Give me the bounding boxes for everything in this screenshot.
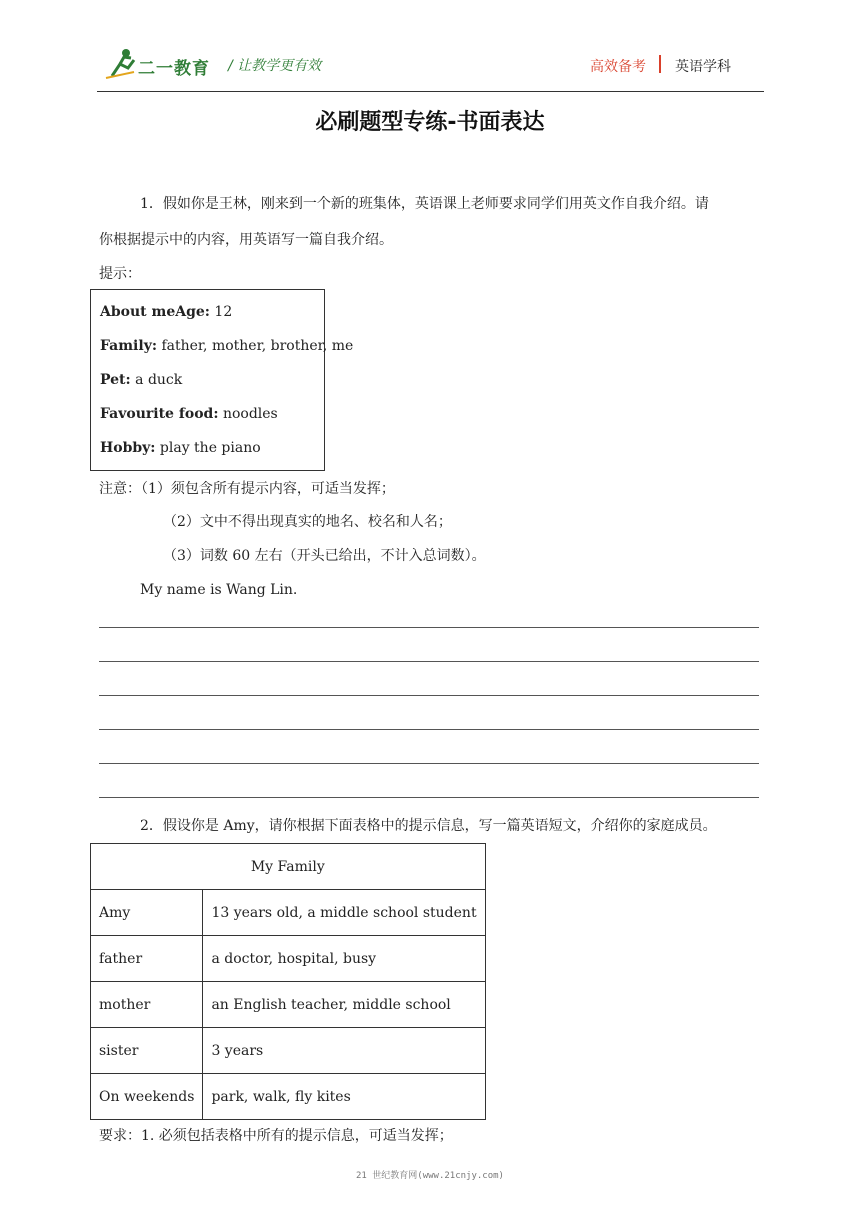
answer-line <box>99 695 759 696</box>
table-cell: sister <box>91 1028 203 1074</box>
answer-line <box>99 729 759 730</box>
q1-note-2: （2）文中不得出现真实的地名、校名和人名； <box>163 514 452 530</box>
table-cell: On weekends <box>91 1074 203 1120</box>
answer-line <box>99 797 759 798</box>
header-separator <box>659 55 661 73</box>
hint-line: Pet: a duck <box>100 372 183 388</box>
table-cell: 13 years old, a middle school student <box>203 890 485 936</box>
q1-hint-label: 提示： <box>99 266 141 282</box>
slogan: / 让教学更有效 <box>228 58 322 74</box>
q1-prompt-line2: 你根据提示中的内容，用英语写一篇自我介绍。 <box>99 232 393 248</box>
table-row <box>91 1074 486 1120</box>
q1-note-1: 注意：（1）须包含所有提示内容，可适当发挥； <box>99 481 395 497</box>
q1-opening: My name is Wang Lin. <box>140 582 298 598</box>
table-cell: father <box>91 936 203 982</box>
answer-line <box>99 763 759 764</box>
hint-line: Hobby: play the piano <box>100 440 261 456</box>
table-row <box>91 890 486 936</box>
footer: 21 世纪教育网(www.21cnjy.com) <box>356 1171 504 1181</box>
table-row <box>91 982 486 1028</box>
answer-line <box>99 661 759 662</box>
q1-note-3: （3）词数 60 左右（开头已给出，不计入总词数）。 <box>163 548 486 564</box>
table-cell: a doctor, hospital, busy <box>203 936 485 982</box>
q1-prompt-line1: 1．假如你是王林，刚来到一个新的班集体，英语课上老师要求同学们用英文作自我介绍。请 <box>140 196 709 212</box>
hint-line: About meAge: 12 <box>100 304 233 320</box>
table-cell: 3 years <box>203 1028 485 1074</box>
q1-hint-box <box>90 289 354 471</box>
table-cell: Amy <box>91 890 203 936</box>
table-cell: an English teacher, middle school <box>203 982 485 1028</box>
q2-requirement: 要求：1. 必须包括表格中所有的提示信息，可适当发挥； <box>99 1128 453 1144</box>
hint-line: Favourite food: noodles <box>100 406 278 422</box>
logo-text: 二一教育 <box>138 59 210 79</box>
header-rule <box>97 91 764 92</box>
table-row <box>91 844 486 890</box>
table-row <box>91 1028 486 1074</box>
answer-line <box>99 627 759 628</box>
header-exam-label: 高效备考 <box>590 59 646 75</box>
family-table <box>90 843 486 1120</box>
table-cell: mother <box>91 982 203 1028</box>
q2-prompt: 2．假设你是 Amy，请你根据下面表格中的提示信息，写一篇英语短文，介绍你的家庭成员。 <box>140 818 717 834</box>
header-subject-label: 英语学科 <box>675 59 731 75</box>
table-title: My Family <box>91 844 486 890</box>
hint-line: Family: father, mother, brother, me <box>100 338 354 354</box>
table-row <box>91 936 486 982</box>
table-cell: park, walk, fly kites <box>203 1074 485 1120</box>
page-title: 必刷题型专练-书面表达 <box>315 110 545 135</box>
